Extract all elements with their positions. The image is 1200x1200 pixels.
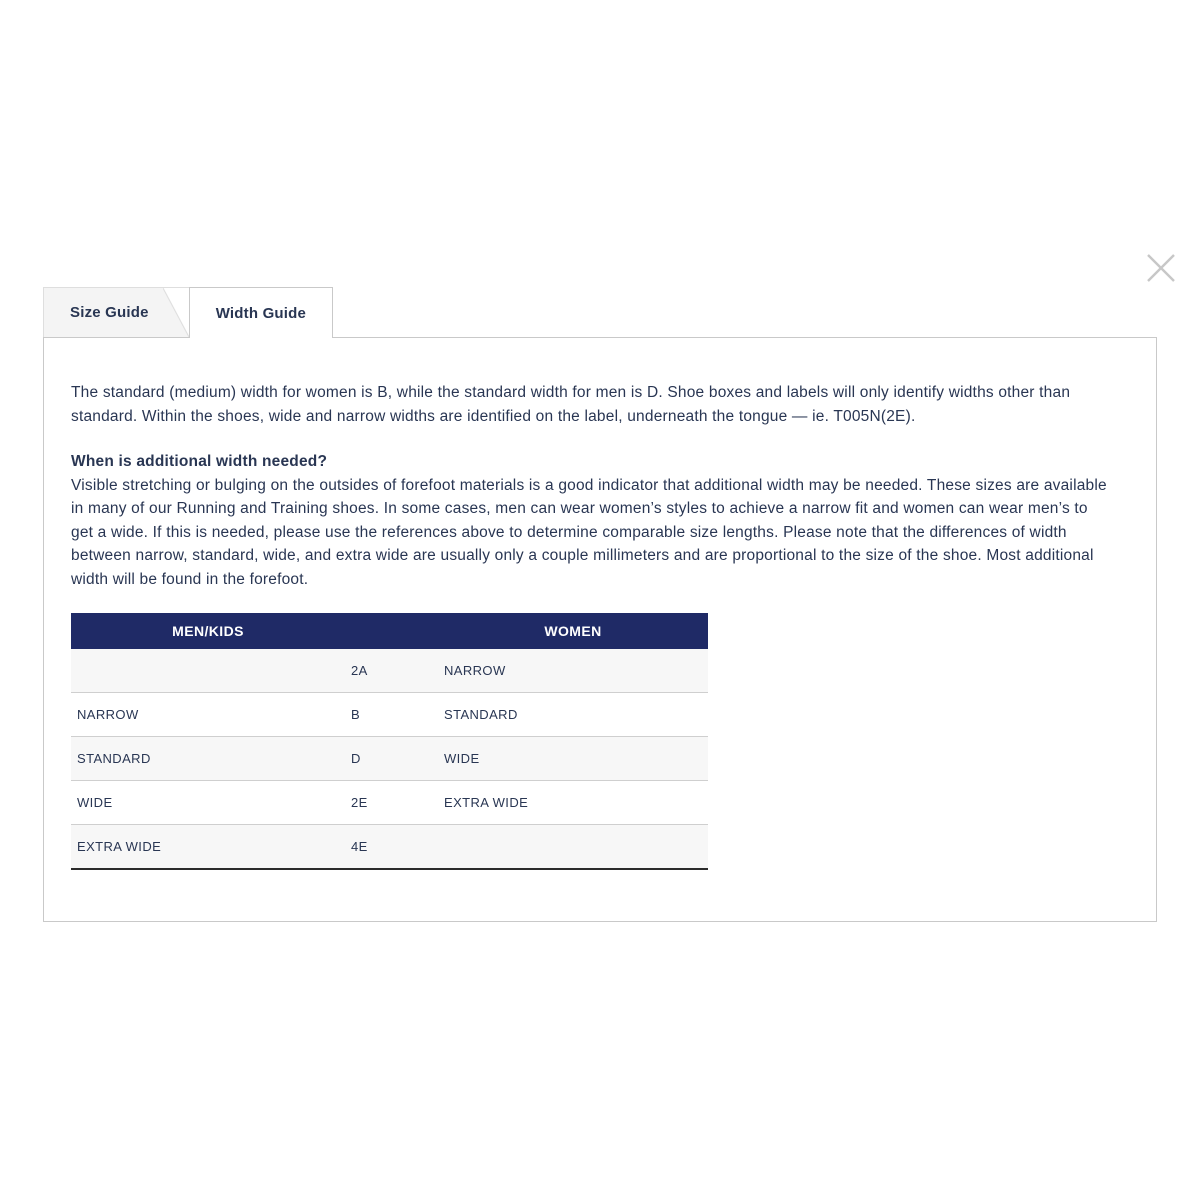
women-cell — [438, 825, 708, 870]
women-cell: EXTRA WIDE — [444, 795, 529, 810]
men-cell — [71, 649, 345, 693]
men-cell: STANDARD — [77, 751, 151, 766]
code-cell: B — [351, 707, 361, 722]
women-header: WOMEN — [438, 613, 708, 649]
women-cell: WIDE — [444, 751, 480, 766]
code-cell: 2A — [351, 663, 368, 678]
men-cell: WIDE — [77, 795, 113, 810]
section-body: Visible stretching or bulging on the outsides of forefoot materials is a good indicator that additional width may be needed. These sizes are available in many of our Running and Training shoes. In some cases, men can wear women’s styles to achieve a narrow fit and women can wear men’s to get a wide. If this is needed, please use the references above to determine comparable size lengths. Please note that the differences of width between narrow, standard, wide, and extra wide are usually only a couple millimeters and are proportional to the size of the shoe. Most additional width will be found in the forefoot. — [71, 476, 1107, 588]
table-row — [71, 649, 708, 693]
table-row — [71, 825, 708, 870]
code-cell: D — [351, 751, 361, 766]
width-guide-panel — [43, 337, 1157, 922]
tab-size-guide-label: Size Guide — [70, 304, 149, 321]
women-cell: STANDARD — [444, 707, 518, 722]
women-cell: NARROW — [444, 663, 506, 678]
intro-paragraph: The standard (medium) width for women is B, while the standard width for men is D. Shoe boxes and labels will only identify widths other than standard. Within the shoes, wide and narrow widths are identified on the label, underneath the tongue — ie. T005N(2E). — [71, 384, 1071, 425]
code-cell: 2E — [351, 795, 368, 810]
table-row — [71, 781, 708, 825]
men-cell: NARROW — [77, 707, 139, 722]
table-header-row — [71, 613, 708, 649]
code-cell: 4E — [351, 839, 368, 854]
men-kids-header: MEN/KIDS — [71, 613, 345, 649]
section-heading: When is additional width needed? — [71, 453, 328, 470]
tab-bar — [43, 287, 333, 337]
men-cell: EXTRA WIDE — [77, 839, 162, 854]
table-row — [71, 737, 708, 781]
table-row — [71, 693, 708, 737]
width-comparison-table — [71, 613, 708, 870]
code-header — [345, 613, 438, 649]
tab-width-guide-label: Width Guide — [215, 304, 307, 322]
additional-width-section — [71, 450, 1108, 591]
close-icon — [1144, 273, 1178, 288]
close-button[interactable] — [1144, 251, 1178, 285]
tab-size-guide[interactable] — [43, 287, 189, 337]
tab-width-guide[interactable] — [189, 287, 333, 338]
